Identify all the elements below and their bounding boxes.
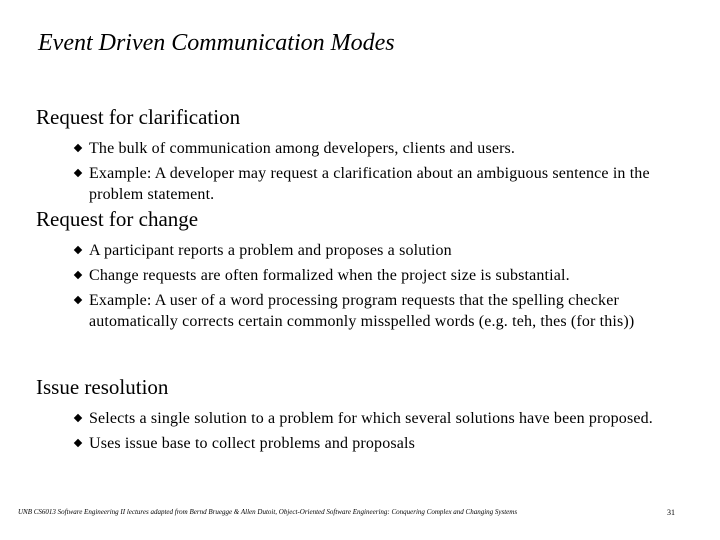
bullet-item xyxy=(36,408,696,429)
bullet-item xyxy=(36,433,696,454)
diamond-bullet-icon xyxy=(74,414,82,422)
bullet-text: Selects a single solution to a problem for which several solutions have been proposed. xyxy=(89,410,653,427)
bullet-item xyxy=(36,240,696,261)
bullet-item xyxy=(36,265,696,286)
bullet-text: Example: A user of a word processing program requests that the spelling checker automatically corrects certain commonly misspelled words (e.g. teh, thes (for this)) xyxy=(89,292,635,330)
section-heading: Request for change xyxy=(36,207,199,231)
bullet-text: Uses issue base to collect problems and proposals xyxy=(89,435,415,452)
section-issue-resolution xyxy=(36,374,696,458)
bullet-text: Example: A developer may request a clarification about an ambiguous sentence in the problem statement. xyxy=(89,165,650,203)
bullet-item xyxy=(36,290,696,332)
bullet-text: Change requests are often formalized when the project size is substantial. xyxy=(89,267,570,284)
bullet-list xyxy=(36,240,696,332)
section-heading: Issue resolution xyxy=(36,375,169,399)
bullet-text: A participant reports a problem and proposes a solution xyxy=(89,242,452,259)
page-number: 31 xyxy=(667,508,675,517)
footer-citation: UNB CS6013 Software Engineering II lectures adapted from Bernd Bruegge & Allen Dutoit, Object-Oriented Software Engineering: Conquering Complex and Changing Systems xyxy=(18,508,518,516)
diamond-bullet-icon xyxy=(74,144,82,152)
section-request-for-change xyxy=(36,206,696,336)
bullet-text: The bulk of communication among developers, clients and users. xyxy=(89,140,516,157)
section-request-for-clarification xyxy=(36,104,696,209)
bullet-list xyxy=(36,408,696,454)
diamond-bullet-icon xyxy=(74,439,82,447)
bullet-item xyxy=(36,163,696,205)
bullet-list xyxy=(36,138,696,205)
diamond-bullet-icon xyxy=(74,271,82,279)
slide-title: Event Driven Communication Modes xyxy=(38,30,395,56)
diamond-bullet-icon xyxy=(74,246,82,254)
diamond-bullet-icon xyxy=(74,169,82,177)
bullet-item xyxy=(36,138,696,159)
diamond-bullet-icon xyxy=(74,296,82,304)
section-heading: Request for clarification xyxy=(36,105,241,129)
